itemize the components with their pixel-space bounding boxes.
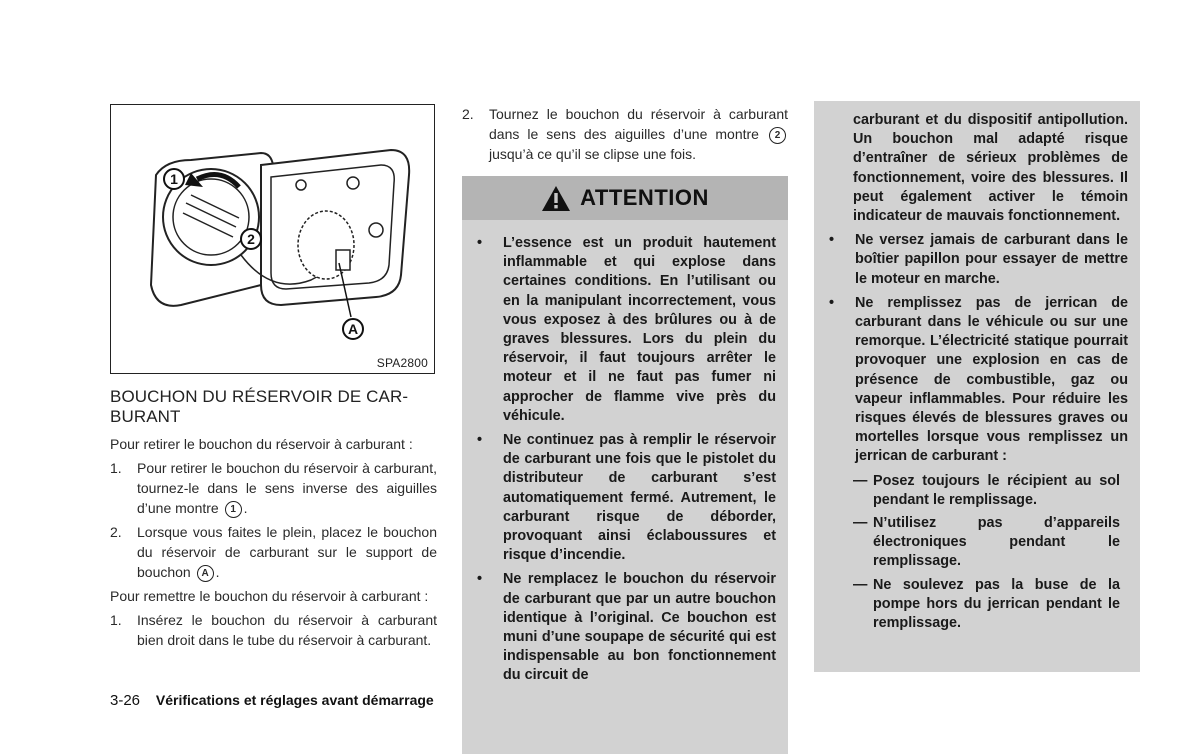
step-text: Pour retirer le bouchon du réservoir à carburant, tournez-le dans le sens inverse des aiguilles d’une montre <box>137 460 437 516</box>
dash-item <box>826 576 1128 634</box>
step-text: Lorsque vous faites le plein, placez le bouchon du réservoir de carburant sur le support de bouchon <box>137 524 437 580</box>
callout-2-label: 2 <box>247 231 255 247</box>
remove-step-1 <box>110 458 437 518</box>
bullet-text: Ne remplacez le bouchon du réservoir de carburant que par un autre bouchon identique à l’original. Ce bouchon est muni d’une soupape de sécurité qui est indispensable au bon fonctionnement du circuit de <box>503 571 776 684</box>
remove-step-2 <box>110 522 437 582</box>
bullet-text: Ne remplissez pas de jerrican de carburant dans le véhicule ou sur une remorque. L’électricité statique pourrait provoquer une explosion en cas de présence de combustible, gaz ou vapeur inflammables. Pour réduire les risques élevés de blessures graves ou mortelles lorsque vous remplissez un jerrican de carburant : <box>855 294 1128 465</box>
step-tail: . <box>243 500 248 516</box>
step-number: 1. <box>110 460 122 476</box>
list-item <box>826 294 1128 467</box>
bullet-mark: • <box>829 294 835 311</box>
attention-header <box>462 176 788 220</box>
page-footer <box>110 692 434 709</box>
fuel-cap-figure <box>110 104 435 374</box>
dash-mark: — <box>853 472 868 489</box>
fuel-cap-illustration <box>111 105 434 373</box>
step-number: 2. <box>462 106 474 122</box>
replace-step-2 <box>462 104 788 164</box>
replace-step-1 <box>110 610 437 650</box>
bullet-text: Ne versez jamais de carburant dans le boîtier papillon pour essayer de mettre le moteur en marche. <box>855 232 1128 287</box>
section-title: BOUCHON DU RÉSERVOIR DE CAR-BURANT <box>110 387 409 426</box>
list-item <box>474 431 776 565</box>
dash-item <box>826 514 1128 572</box>
dash-text: Posez toujours le récipient au sol pendant le remplissage. <box>873 472 1120 508</box>
attention-continuation-box <box>814 101 1140 672</box>
list-item <box>826 231 1128 289</box>
bullet-text: Ne continuez pas à remplir le réservoir de carburant une fois que le pistolet du distributeur de carburant s’est automatiquement fermé. Autrement, le carburant risque de déborder, provoquant ainsi éclaboussures et risque d’incendie. <box>503 432 776 564</box>
continuation-text: carburant et du dispositif antipollution. Un bouchon mal adapté risque d’entraîner de sérieux problèmes de fonctionnement, voire des blessures. Il peut également activer le témoin indicateur de mauvais fonctionnement. <box>853 112 1128 225</box>
dash-mark: — <box>853 515 868 532</box>
dash-item <box>826 472 1128 510</box>
bullet-mark: • <box>477 432 483 449</box>
dash-text: N’utilisez pas d’appareils électroniques pendant le remplissage. <box>873 515 1120 570</box>
step-text: Insérez le bouchon du réservoir à carburant bien droit dans le tube du réservoir à carburant. <box>137 612 437 648</box>
bullet-mark: • <box>477 571 483 588</box>
left-column <box>110 104 437 654</box>
warning-triangle-icon <box>541 185 571 212</box>
dash-text: Ne soulevez pas la buse de la pompe hors du jerrican pendant le remplissage. <box>873 576 1120 632</box>
bullet-mark: • <box>829 232 835 249</box>
list-item <box>474 570 776 685</box>
replace-intro: Pour remettre le bouchon du réservoir à carburant : <box>110 588 429 604</box>
right-column <box>814 101 1140 672</box>
ref-circle: 1 <box>225 501 242 518</box>
remove-intro: Pour retirer le bouchon du réservoir à carburant : <box>110 436 413 452</box>
ref-circle: A <box>197 565 214 582</box>
middle-column <box>462 104 788 754</box>
bullet-text: L’essence est un produit hautement inflammable et qui explose dans certaines conditions. En l’utilisant ou en la manipulant incorrectement, vous vous exposez à des brûlures ou à de graves blessures. Lors du plein du réservoir, il faut toujours arrêter le moteur et il ne faut pas fumer ni approcher de flamme vive près du véhicule. <box>503 235 776 424</box>
step-tail: . <box>215 564 220 580</box>
list-item <box>474 234 776 426</box>
step-number: 2. <box>110 524 122 540</box>
step-text: Tournez le bouchon du réservoir à carburant dans le sens des aiguilles d’une montre <box>489 106 788 142</box>
page-number: 3-26 <box>110 692 141 709</box>
attention-list <box>462 220 788 686</box>
callout-1-label: 1 <box>170 171 178 187</box>
dash-mark: — <box>853 576 868 593</box>
bullet-mark: • <box>477 235 483 251</box>
step-number: 1. <box>110 612 122 628</box>
chapter-title: Vérifications et réglages avant démarrage <box>155 692 434 708</box>
attention-box <box>462 176 788 754</box>
figure-code: SPA2800 <box>376 356 428 370</box>
callout-a-label: A <box>347 321 359 337</box>
step-tail: jusqu’à ce qu’il se clipse une fois. <box>489 146 697 162</box>
attention-title: ATTENTION <box>580 185 709 210</box>
ref-circle: 2 <box>769 127 786 144</box>
